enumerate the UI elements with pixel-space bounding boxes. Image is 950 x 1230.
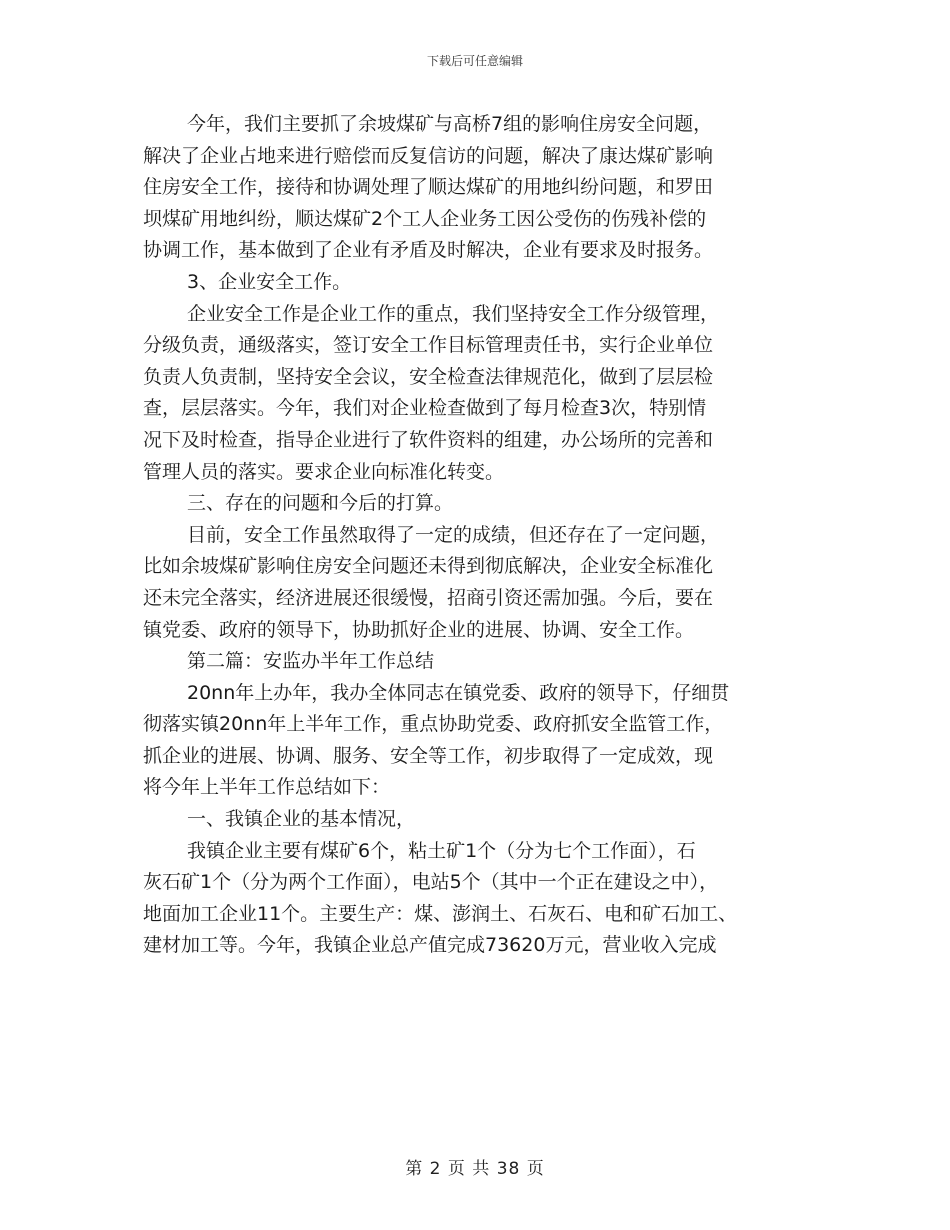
text-line: 将今年上半年工作总结如下： [143,776,391,799]
text-line: 比如余坡煤矿影响住房安全问题还未得到彻底解决，企业安全标准化 [143,555,714,578]
text-line: 我镇企业主要有煤矿6个，粘土矿1个（分为七个工作面），石 [187,839,696,862]
text-line: 3、企业安全工作。 [187,270,352,293]
text-line: 抓企业的进展、协调、服务、安全等工作，初步取得了一定成效，现 [143,744,714,767]
text-line: 建材加工等。今年，我镇企业总产值完成73620万元，营业收入完成 [143,934,717,957]
text-line: 灰石矿1个（分为两个工作面），电站5个（其中一个正在建设之中）， [143,871,719,894]
text-line: 住房安全工作，接待和协调处理了顺达煤矿的用地纠纷问题，和罗田 [143,176,714,199]
text-line: 20nn年上办年，我办全体同志在镇党委、政府的领导下，仔细贯 [187,681,730,704]
text-line: 目前，安全工作虽然取得了一定的成绩，但还存在了一定问题， [187,523,720,546]
text-line: 今年，我们主要抓了余坡煤矿与高桥7组的影响住房安全问题， [187,113,713,135]
text-line: 负责人负责制，坚持安全会议，安全检查法律规范化，做到了层层检 [143,365,714,388]
text-line: 镇党委、政府的领导下，协助抓好企业的进展、协调、安全工作。 [143,618,695,641]
text-line: 协调工作，基本做到了企业有矛盾及时解决，企业有要求及时报务。 [143,239,714,262]
text-line: 彻落实镇20nn年上半年工作，重点协助党委、政府抓安全监管工作， [143,713,724,736]
document-body [143,109,803,962]
text-line: 地面加工企业11个。主要生产：煤、澎润土、石灰石、电和矿石加工、 [143,902,738,925]
text-line: 分级负责，通级落实，签订安全工作目标管理责任书，实行企业单位 [143,334,714,357]
text-line: 还未完全落实，经济进展还很缓慢，招商引资还需加强。今后，要在 [143,586,714,609]
text-line: 企业安全工作是企业工作的重点，我们坚持安全工作分级管理， [187,302,720,325]
text-line: 解决了企业占地来进行赔偿而反复信访的问题，解决了康达煤矿影响 [143,144,714,167]
text-line: 第二篇：安监办半年工作总结 [187,650,435,673]
text-line: 坝煤矿用地纠纷，顺达煤矿2个工人企业务工因公受伤的伤残补偿的 [143,207,707,230]
text-line: 三、存在的问题和今后的打算。 [187,492,454,515]
text-line: 管理人员的落实。要求企业向标准化转变。 [143,460,505,483]
page-header: 下载后可任意编辑 [426,54,523,68]
text-line: 况下及时检查，指导企业进行了软件资料的组建，办公场所的完善和 [143,428,714,451]
text-line: 一、我镇企业的基本情况， [187,808,416,831]
text-line: 查，层层落实。今年，我们对企业检查做到了每月检查3次，特别情 [143,397,707,420]
page-footer: 第 2 页 共 38 页 [405,1159,545,1179]
